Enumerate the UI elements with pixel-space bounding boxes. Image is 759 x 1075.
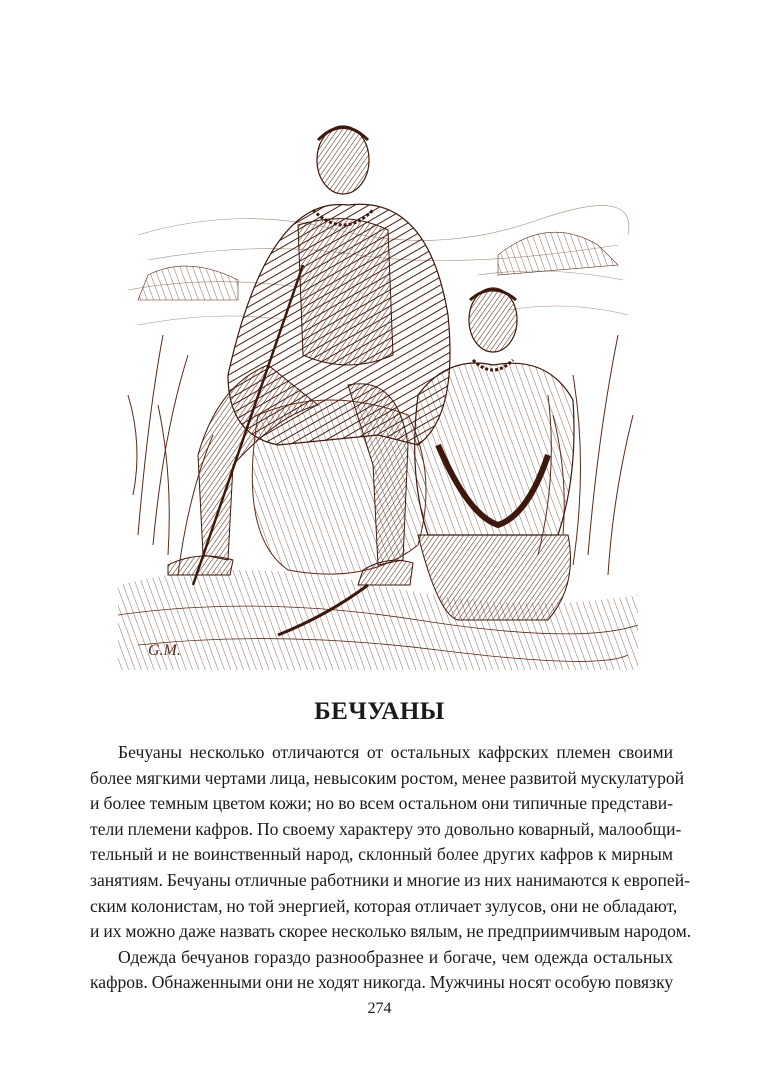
text-line: Бечуаны несколько отличаются от остальных кафрских племен своими [118, 742, 673, 762]
text-line: занятиям. Бечуаны отличные работники и многие из них нанимаются к европей- [90, 869, 690, 890]
page-number: 274 [367, 1000, 392, 1017]
text-line: тельный и не воинственный народ, склонный более других кафров к мирным [90, 844, 673, 865]
text-line: тели племени кафров. По своему характеру это довольно коварный, малообщи- [90, 818, 682, 839]
text-line: Одежда бечуанов гораздо разнообразнее и богаче, чем одежда остальных [118, 946, 673, 967]
engraving-illustration [118, 115, 638, 670]
text-line: кафров. Обнаженными они не ходят никогда. Мужчины носят особую повязку [90, 972, 674, 993]
section-heading: БЕЧУАНЫ [314, 698, 445, 725]
paragraph [90, 945, 673, 996]
text-line: ским колонистам, но той энергией, которая отличает зулусов, они не обладают, [90, 895, 678, 916]
body-text [90, 740, 692, 996]
artist-signature: G.M. [148, 642, 181, 659]
engraving-drawing [118, 115, 638, 670]
paragraph [90, 740, 692, 945]
text-line: и более темным цветом кожи; но во всем остальном они типичные представи- [90, 793, 673, 814]
text-line: более мягкими чертами лица, невысоким ростом, менее развитой мускулатурой [90, 767, 685, 788]
text-line: и их можно даже назвать скорее несколько вялым, не предприимчивым народом. [90, 921, 692, 942]
